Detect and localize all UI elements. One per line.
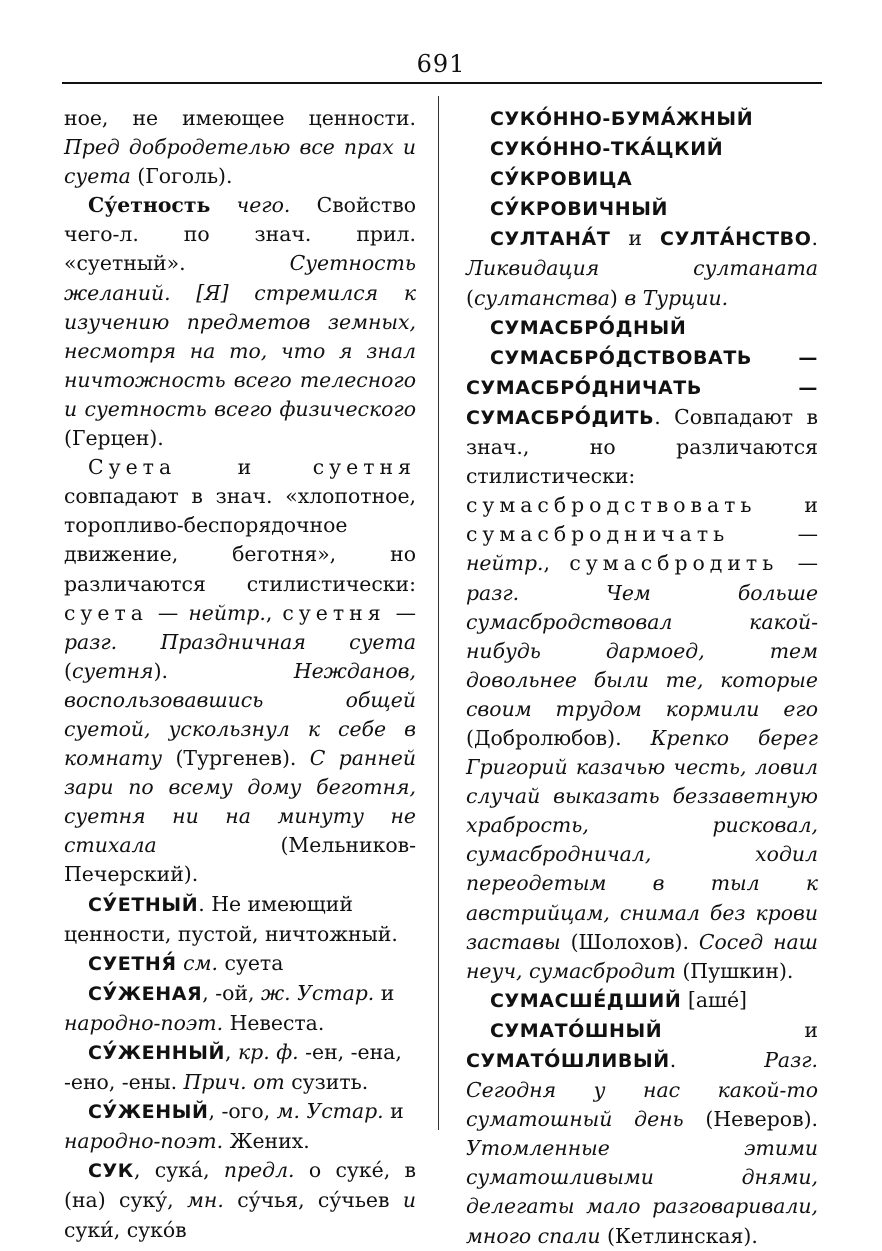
headword: СУМАТО́ШЛИВЫЙ (466, 1050, 670, 1072)
entry-suetnost (64, 191, 416, 453)
left-column (64, 104, 416, 1245)
cross-ref-mark: см. (176, 950, 218, 975)
page-number: 691 (416, 50, 466, 78)
text: о суке́, в (на) суку́, (64, 1158, 416, 1213)
text: — (147, 600, 189, 625)
usage-note-sueta (64, 453, 416, 889)
text (117, 630, 160, 654)
text: и (756, 493, 818, 518)
style-mark: народно-поэт. (64, 1010, 224, 1035)
cross-ref: суета (217, 950, 284, 975)
headword: СУМАСШЕ́ДШИЙ (490, 989, 682, 1012)
headword: СУЕТНЯ́ (88, 952, 177, 975)
headword: СУ́ЖЕНЫЙ (88, 1101, 209, 1124)
text: и (176, 455, 313, 480)
quote: Ликвидация султаната (466, 256, 818, 281)
source: (Тургенев). (162, 746, 310, 771)
entry-sukrovichny (466, 194, 818, 224)
entry-suk (64, 1156, 416, 1244)
source: (Кетлинская). (600, 1223, 758, 1248)
source: (Мельников-Печерский). (64, 833, 416, 887)
grammar-note: мн. (187, 1188, 224, 1213)
entry-suzhenaya (64, 979, 416, 1038)
source: (Пушкин). (675, 958, 794, 983)
source: (Добролюбов). (466, 725, 651, 750)
definition-text: . Не имеющий ценности, пустой, ничтожный. (64, 891, 398, 946)
quote: Нежданов, воспользовавшись общей суетой, ускользнул к себе в комнату (64, 658, 416, 771)
text: , сука́, (133, 1158, 224, 1183)
grammar-note: чего. (210, 193, 291, 218)
headword: СУ́КРОВИЦА (490, 168, 633, 191)
definition-text: сузить. (284, 1070, 369, 1095)
entry-sukonno-bumazhny (466, 104, 818, 134)
definition-text: ное, не имеющее ценности. (64, 106, 416, 130)
text: . (669, 1048, 765, 1072)
definition-text: Свойство чего-л. по знач. прил. «суетный». (64, 193, 416, 276)
text: -ен, -ена, -ено, -ены. (64, 1040, 402, 1095)
quote: Сосед наш неуч, сумасбродит (466, 929, 818, 983)
headword: СУ́КРОВИЧНЫЙ (490, 198, 669, 221)
text: , -ого, (208, 1099, 277, 1124)
grammar-note: кр. ф. (238, 1040, 299, 1064)
spaced-word: Суета (88, 455, 177, 480)
quote: суетня (71, 658, 154, 683)
style-mark: разг. (64, 629, 118, 654)
text: , (543, 551, 570, 576)
quote: Крепко берег Григорий казачью честь, ловил случай выказать беззаветную храбрость, рисковал, сумасбродничал, ходил переодетым в тыл к австрийцам, снимал без крови заставы (466, 725, 818, 954)
quote: Чем больше сумасбродствовал какой-нибудь дармоед, тем довольнее были те, которые своим трудом кормили его (466, 580, 819, 721)
text: . (811, 226, 818, 251)
headword: СУК (88, 1160, 134, 1183)
grammar-note: предл. (223, 1158, 295, 1183)
entry-sumasbrodstvovat (466, 343, 818, 986)
text: — (778, 551, 819, 576)
grammar-note: Прич. от (183, 1070, 285, 1095)
pronunciation: [аше́] (681, 987, 747, 1012)
spaced-word: суета (64, 600, 148, 625)
headword: СУ́ЕТНЫЙ (88, 893, 199, 916)
grammar-note: и (402, 1188, 416, 1213)
style-mark: разг. (466, 580, 520, 605)
column-divider (438, 96, 439, 1130)
headword: Су́етность (88, 193, 211, 218)
headword: СУКО́ННО-БУМА́ЖНЫЙ (490, 108, 754, 130)
entry-suetny (64, 890, 416, 949)
quote: Пред добродетелью все прах и суета (64, 135, 416, 189)
text: и (662, 1017, 818, 1042)
spaced-word: суетня (312, 455, 416, 480)
text: . Совпадают в знач., но различаются стилистически: (466, 404, 818, 489)
spaced-word: сумасбродствовать (466, 493, 757, 518)
headword: СУКО́ННО-ТКА́ЦКИЙ (490, 138, 724, 161)
right-column (466, 104, 818, 1251)
spaced-word: сумасбродничать (466, 522, 730, 547)
style-mark: народно-поэт. (64, 1129, 224, 1154)
style-mark: нейтр. (466, 551, 544, 576)
text: , -ой, (202, 980, 261, 1005)
style-mark: Разг. (764, 1048, 818, 1072)
entry-sumasbrodny (466, 313, 818, 343)
text: — (385, 600, 416, 625)
text: и (374, 980, 395, 1005)
text: ( (64, 658, 72, 683)
header-rule (62, 82, 822, 84)
headword: СУМАСБРО́ДСТВОВАТЬ — СУМАСБРО́ДНИЧАТЬ — СУМАСБРО́ДИТЬ (466, 346, 818, 429)
definition-text: Жених. (223, 1129, 310, 1154)
source: (Неверов). (683, 1107, 818, 1132)
entry-suzheny (64, 1097, 416, 1156)
entry-sultanat (466, 224, 818, 312)
spaced-word: суетня (282, 600, 386, 625)
text: , (265, 600, 283, 625)
quote: Суетность желаний. [Я] стремился к изучению предметов земных, несмотря на то, что я знал ничтожность всего телесного и суетность всего физического (64, 251, 416, 421)
text: совпадают в знач. «хлопотное, торопливо-беспорядочное движение, беготня», но различаются стилистически: (64, 484, 416, 596)
entry-sumatoshny (466, 1016, 818, 1251)
definition-text: Невеста. (223, 1010, 325, 1035)
entry-suetnya (64, 949, 416, 979)
grammar-note: ж. Устар. (260, 980, 375, 1005)
headword: СУМАСБРО́ДНЫЙ (490, 316, 687, 339)
text: , (225, 1040, 238, 1064)
grammar-note: м. Устар. (276, 1099, 384, 1124)
text: су́чья, су́чьев (223, 1188, 403, 1213)
entry-sukrovitsa (466, 164, 818, 194)
source: (Шолохов). (560, 929, 699, 954)
entry-sumasshedshy (466, 986, 818, 1016)
text: суки́, суко́в (64, 1217, 187, 1242)
quote: султанства (473, 285, 610, 310)
spaced-word: сумасбродить (569, 551, 779, 576)
quote: Праздничная суета (160, 629, 416, 654)
quote: в Турции. (624, 285, 729, 310)
headword: СУЛТАНА́Т (490, 228, 611, 251)
source: (Гоголь). (130, 164, 233, 189)
headword: СУ́ЖЕНАЯ (88, 982, 203, 1005)
text: ). (153, 658, 294, 683)
headword: СУ́ЖЕННЫЙ (88, 1042, 226, 1064)
text: — (729, 522, 818, 547)
source: (Герцен). (64, 426, 164, 451)
headword: СУЛТА́НСТВО (660, 228, 812, 251)
text: ( (466, 285, 474, 310)
style-mark: нейтр. (188, 600, 266, 625)
text: и (383, 1099, 404, 1124)
quote: Сегодня у нас какой-то суматошный день (466, 1078, 818, 1132)
text: ) (609, 285, 625, 310)
entry-continuation (64, 104, 416, 191)
text: и (610, 226, 661, 251)
entry-suzhenny (64, 1038, 416, 1097)
headword: СУМАТО́ШНЫЙ (490, 1019, 663, 1042)
text (519, 581, 606, 605)
entry-sukonno-tkatsky (466, 134, 818, 164)
quote: Утомленные этими суматошливыми днями, делегаты мало разговаривали, много спали (466, 1136, 818, 1248)
quote: С ранней зари по всему дому беготня, суетня ни на минуту не стихала (64, 746, 416, 858)
